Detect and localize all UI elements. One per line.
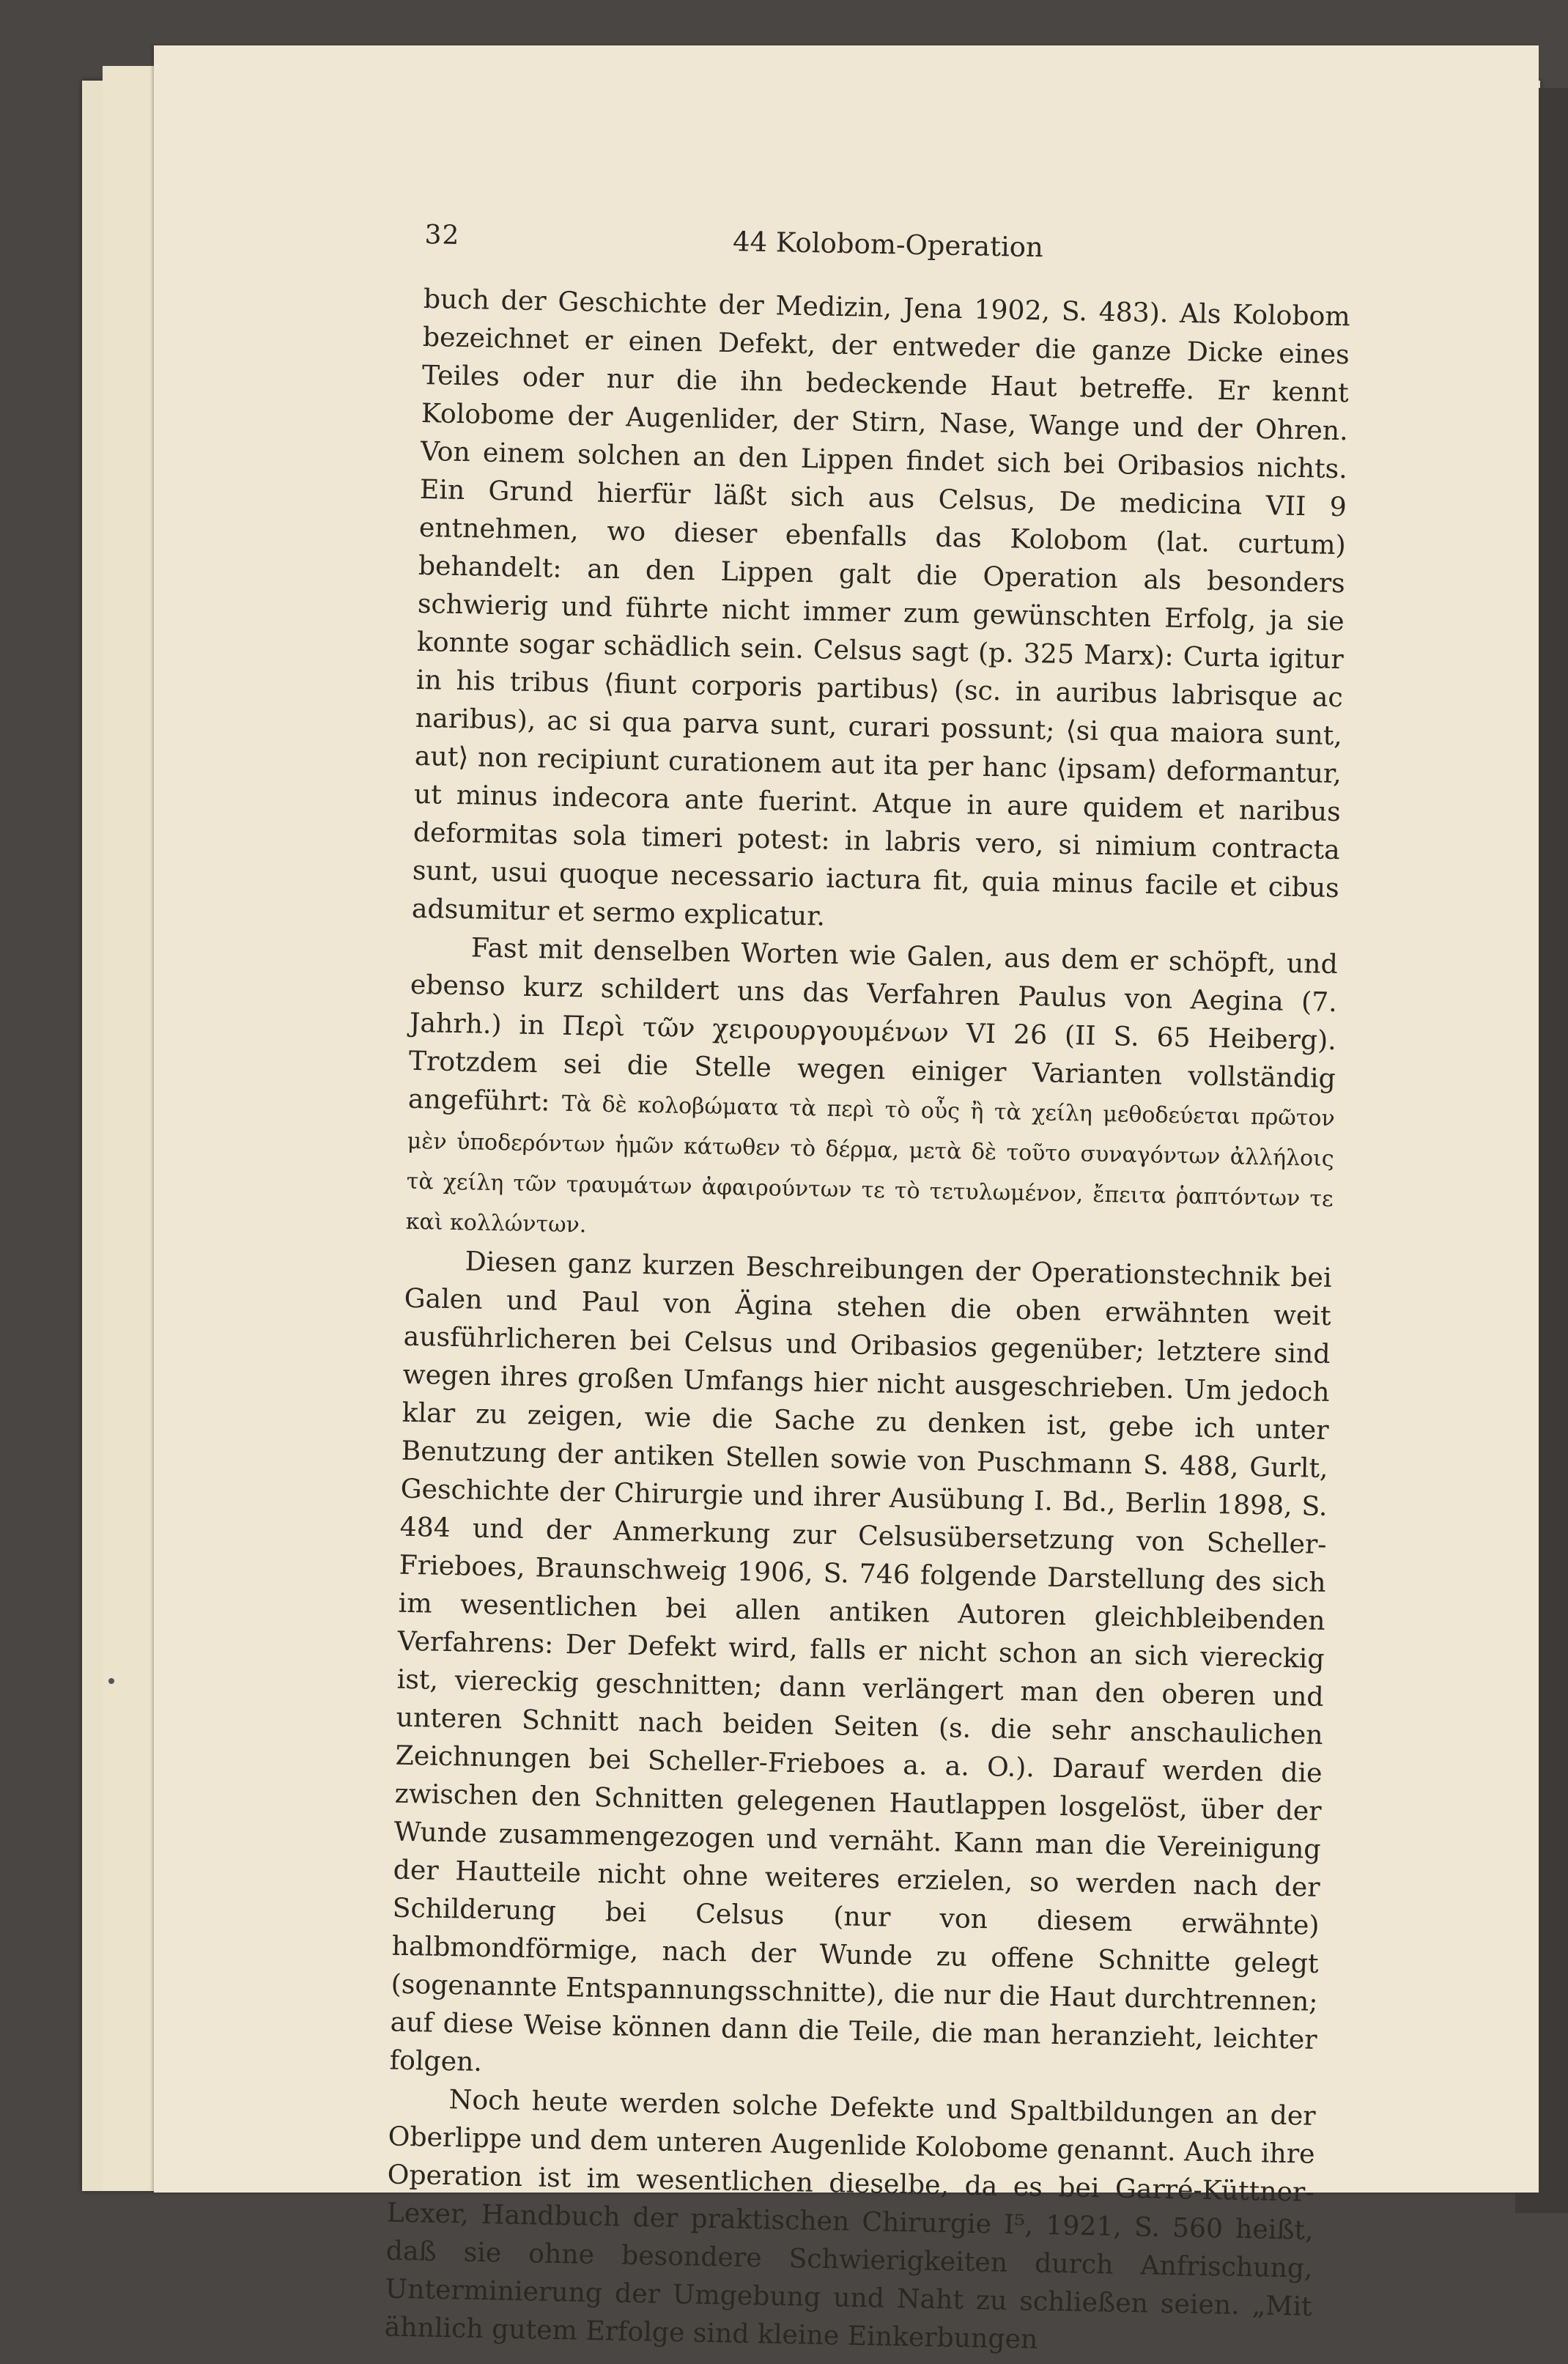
paragraph-2 [405, 928, 1338, 1259]
paragraph-4: Noch heute werden solche Defekte und Spaltbildungen an der Oberlippe und dem unteren Augenlide Kolobome genannt. Auch ihre Operation ist im wesentlichen dieselbe, da es bei Garré-Küttner-Lexer, Handbuch der praktischen Chirurgie I⁵, 1921, S. 560 heißt, daß sie ohne besondere Schwierigkeiten durch Anfrischung, Unterminierung der Umgebung und Naht zu schließen seien. „Mit ähnlich gutem Erfolge sind kleine Einkerbungen [384, 2083, 1316, 2355]
paragraph-1: buch der Geschichte der Medizin, Jena 1902, S. 483). Als Kolobom bezeichnet er einen Defekt, der entweder die ganze Dicke eines Teiles oder nur die ihn bedeckende Haut betreffe. Er kennt Kolobome der Augenlider, der Stirn, Nase, Wange und der Ohren. Von einem solchen an den Lippen findet sich bei Oribasios nichts. Ein Grund hierfür läßt sich aus Celsus, De medicina VII 9 entnehmen, wo dieser ebenfalls das Kolobom (lat. curtum) behandelt: an den Lippen galt die Operation als besonders schwierig und führte nicht immer zum gewünschten Erfolg, ja sie konnte sogar schädlich sein. Celsus sagt (p. 325 Marx): Curta igitur in his tribus ⟨fiunt corporis partibus⟩ (sc. in auribus labrisque ac naribus), ac si qua parva sunt, curari possunt; ⟨si qua maiora sunt, aut⟩ non recipiunt curationem aut ita per hanc ⟨ipsam⟩ deformantur, ut minus indecora ante fuerint. Atque in aure quidem et naribus deformitas sola timeri potest: in labris vero, si nimium contracta sunt, usui quoque necessario iactura fit, quia minus facile et cibus adsumitur et sermo explicatur. [411, 282, 1351, 932]
margin-mark [108, 1678, 114, 1684]
paragraph-2-text: Fast mit denselben Worten wie Galen, aus dem er schöpft, und ebenso kurz schildert uns das Verfahren Paulus von Aegina (7. Jahrh.) in Περὶ τῶν χειρουργουμένων VI 26 (II S. 65 Heiberg). Trotzdem sei die Stelle wegen einiger Varianten vollständig angeführt: [407, 931, 1339, 1118]
running-head: 44 Kolobom-Operation [732, 226, 1044, 264]
greek-quote: Τὰ δὲ κολοβώματα τὰ περὶ τὸ οὖς ἢ τὰ χείλη μεθοδεύεται πρῶτον μὲν ὑποδερόντων ἡμῶν κάτωθεν τὸ δέρμα, μετὰ δὲ τοῦτο συναγόντων ἀλλήλοις τὰ χείλη τῶν τραυμάτων ἀφαιρούντων τε τὸ τετυλωμένον, ἔπειτα ῥαπτόντων τε καὶ κολλώντων. [405, 1090, 1336, 1238]
page-number: 32 [424, 220, 460, 251]
body-text [384, 280, 1350, 2364]
paragraph-3: Diesen ganz kurzen Beschreibungen der Operationstechnik bei Galen und Paul von Ägina stehen die oben erwähnten weit ausführlicheren bei Celsus und Oribasios gegenüber; letztere sind wegen ihres großen Umfangs hier nicht ausgeschrieben. Um jedoch klar zu zeigen, wie die Sache zu denken ist, gebe ich unter Benutzung der antiken Stellen sowie von Puschmann S. 488, Gurlt, Geschichte der Chirurgie und ihrer Ausübung I. Bd., Berlin 1898, S. 484 und der Anmerkung zur Celsusübersetzung von Scheller-Frieboes, Braunschweig 1906, S. 746 folgende Darstellung des sich im wesentlichen bei allen antiken Autoren gleichbleibenden Verfahrens: Der Defekt wird, falls er nicht schon an sich viereckig ist, viereckig geschnitten; dann verlängert man den oberen und unteren Schnitt nach beiden Seiten (s. die sehr anschaulichen Zeichnungen bei Scheller-Frieboes a. a. O.). Darauf werden die zwischen den Schnitten gelegenen Hautlappen losgelöst, über der Wunde zusammengezogen und vernäht. Kann man die Vereinigung der Hautteile nicht ohne weiteres erzielen, so werden nach der Schilderung bei Celsus (nur von diesem erwähnte) halbmondförmige, nach der Wunde zu offene Schnitte gelegt (sogenannte Entspannungsschnitte), die nur die Haut durchtrennen; auf diese Weise können dann die Teile, die man heranzieht, leichter folgen. [389, 1245, 1332, 2077]
